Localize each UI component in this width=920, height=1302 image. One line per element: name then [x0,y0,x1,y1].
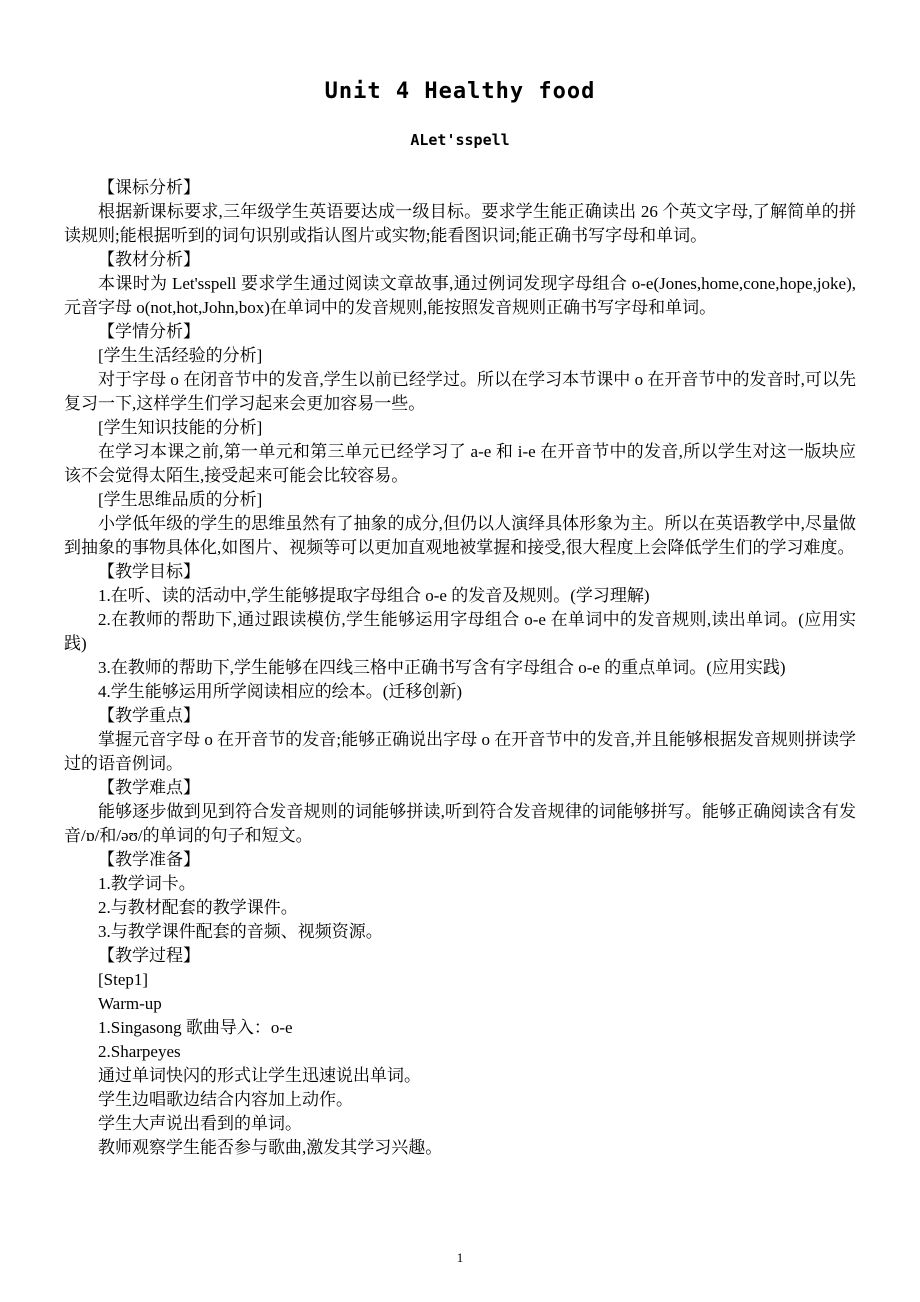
paragraph: 通过单词快闪的形式让学生迅速说出单词。 [98,1066,421,1085]
section-header: 【学情分析】 [98,322,200,341]
paragraph: 1.Singasong 歌曲导入：o-e [98,1018,293,1037]
paragraph: 学生大声说出看到的单词。 [98,1114,302,1133]
paragraph: 小学低年级的学生的思维虽然有了抽象的成分,但仍以人演绎具体形象为主。所以在英语教学中,尽量做到抽象的事物具体化,如图片、视频等可以更加直观地被掌握和接受,很大程度上会降低学生们的学习难度。 [64,514,856,557]
paragraph: 4.学生能够运用所学阅读相应的绘本。(迁移创新) [98,682,463,701]
paragraph: 掌握元音字母 o 在开音节的发音;能够正确说出字母 o 在开音节中的发音,并且能够根据发音规则拼读学过的语音例词。 [64,730,856,773]
sub-header: [Step1] [98,970,149,989]
page-number: 1 [456,1250,464,1265]
section-header: 【教材分析】 [98,250,200,269]
paragraph: 教师观察学生能否参与歌曲,激发其学习兴趣。 [98,1138,443,1157]
paragraph: 根据新课标要求,三年级学生英语要达成一级目标。要求学生能正确读出 26 个英文字母,了解简单的拼读规则;能根据听到的词句识别或指认图片或实物;能看图识词;能正确书写字母和单词。 [64,202,856,245]
paragraph: 对于字母 o 在闭音节中的发音,学生以前已经学过。所以在学习本节课中 o 在开音节中的发音时,可以先复习一下,这样学生们学习起来会更加容易一些。 [64,370,856,413]
paragraph: 2.与教材配套的教学课件。 [98,898,298,917]
paragraph: 2.Sharpeyes [98,1042,181,1061]
paragraph: 在学习本课之前,第一单元和第三单元已经学习了 a-e 和 i-e 在开音节中的发音,所以学生对这一版块应该不会觉得太陌生,接受起来可能会比较容易。 [64,442,856,485]
sub-header: [学生知识技能的分析] [98,418,263,437]
section-header: 【教学重点】 [98,706,200,725]
paragraph: Warm-up [98,994,162,1013]
paragraph: 1.在听、读的活动中,学生能够提取字母组合 o-e 的发音及规则。(学习理解) [98,586,650,605]
paragraph: 3.与教学课件配套的音频、视频资源。 [98,922,383,941]
section-header: 【教学过程】 [98,946,200,965]
sub-header: [学生生活经验的分析] [98,346,263,365]
section-header: 【教学准备】 [98,850,200,869]
document-title: Unit 4 Healthy food [324,79,596,104]
section-header: 【教学目标】 [98,562,200,581]
section-header: 【教学难点】 [98,778,200,797]
section-header: 【课标分析】 [98,178,200,197]
paragraph: 能够逐步做到见到符合发音规则的词能够拼读,听到符合发音规律的词能够拼写。能够正确阅读含有发音/ɒ/和/əʊ/的单词的句子和短文。 [64,802,856,845]
paragraph: 学生边唱歌边结合内容加上动作。 [98,1090,353,1109]
paragraph: 本课时为 Let'sspell 要求学生通过阅读文章故事,通过例词发现字母组合 o-e(Jones,home,cone,hope,joke),元音字母 o(not,hot,John,box)在单词中的发音规则,能按照发音规则正确书写字母和单词。 [64,274,856,317]
document-body [64,176,856,1160]
paragraph: 3.在教师的帮助下,学生能够在四线三格中正确书写含有字母组合 o-e 的重点单词。(应用实践) [98,658,786,677]
paragraph: 1.教学词卡。 [98,874,196,893]
paragraph: 2.在教师的帮助下,通过跟读模仿,学生能够运用字母组合 o-e 在单词中的发音规则,读出单词。(应用实践) [64,610,856,653]
document-subtitle: ALet'sspell [410,131,510,149]
sub-header: [学生思维品质的分析] [98,490,263,509]
